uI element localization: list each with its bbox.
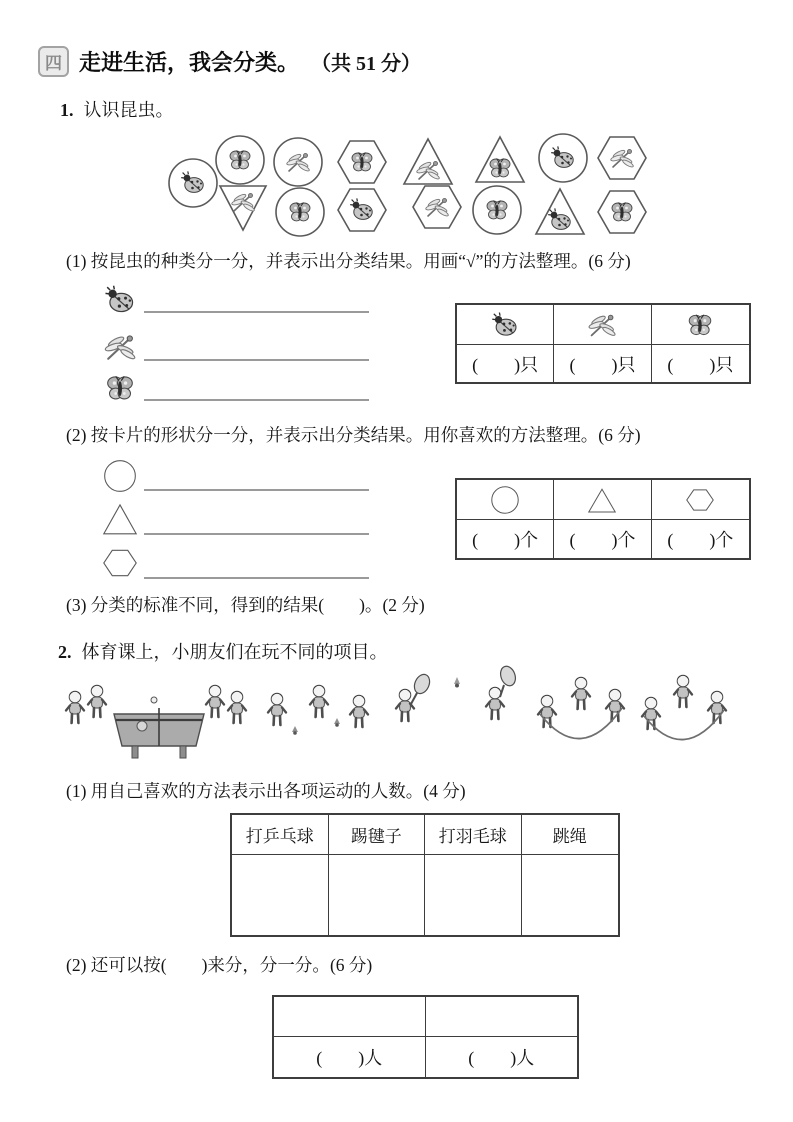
section-points: （共 51 分） xyxy=(311,53,422,75)
insect-cards xyxy=(160,128,680,244)
card-triangle-butterfly xyxy=(473,133,527,187)
answer-line xyxy=(144,399,369,401)
two-way-classify-table xyxy=(272,995,579,1079)
answer-row-ladybug xyxy=(100,284,369,316)
people-count-cell: ( )人 xyxy=(468,1048,535,1068)
dragonfly-icon xyxy=(610,149,634,168)
q2-part1-prompt xyxy=(66,778,466,803)
card-triangle-down-dragonfly xyxy=(216,180,270,234)
count-cell: ( )只 xyxy=(667,354,734,375)
dragonfly-icon xyxy=(587,310,617,340)
answer-row-butterfly xyxy=(100,372,369,404)
card-hexagon-butterfly xyxy=(595,185,649,239)
butterfly-icon xyxy=(104,372,136,404)
count-cell: ( )个 xyxy=(667,530,734,550)
ping-pong-group xyxy=(66,685,246,758)
ladybug-icon xyxy=(551,146,573,167)
count-cell: ( )个 xyxy=(554,520,651,558)
dragonfly-icon xyxy=(231,193,255,212)
q1-part2-prompt xyxy=(66,422,641,447)
butterfly-icon xyxy=(490,159,510,177)
butterfly-icon xyxy=(352,153,372,171)
q2-part2-prompt xyxy=(66,952,372,977)
hexagon-icon xyxy=(101,544,139,582)
section-header xyxy=(38,46,421,77)
empty-answer-cell xyxy=(232,855,329,935)
table-header-hexagon xyxy=(652,480,749,520)
section-number-badge: 四 xyxy=(38,46,69,77)
answer-row-hexagon xyxy=(100,544,369,582)
jump-rope-group-2 xyxy=(642,675,726,739)
question-2-text: 体育课上，小朋友们在玩不同的项目。 xyxy=(81,642,388,662)
table-header-circle xyxy=(457,480,554,520)
table-header-triangle xyxy=(554,480,651,520)
butterfly-icon xyxy=(290,203,310,221)
shuttlecock-group xyxy=(268,685,368,735)
card-circle-butterfly xyxy=(470,183,524,237)
butterfly-icon xyxy=(487,201,507,219)
triangle-icon xyxy=(101,500,139,538)
ladybug-icon xyxy=(548,208,570,229)
circle-icon xyxy=(102,458,138,494)
empty-answer-cell xyxy=(425,855,522,935)
q1-part3-points: (2 分) xyxy=(382,595,425,615)
dragonfly-icon xyxy=(103,330,137,364)
count-cell: ( )只 xyxy=(457,345,554,382)
q1-part2-text: 按卡片的形状分一分，并表示出分类结果。用你喜欢的方法整理。 xyxy=(90,425,599,445)
q2-part2-label: (2) xyxy=(66,955,87,975)
empty-answer-cell xyxy=(426,997,578,1037)
q2-part2-points: (6 分) xyxy=(329,955,373,975)
ladybug-icon xyxy=(491,311,519,339)
hexagon-icon xyxy=(683,483,717,517)
count-cell: ( )个 xyxy=(457,520,554,558)
insect-answer-rows xyxy=(100,284,400,404)
ladybug-icon xyxy=(104,284,136,316)
card-hexagon-dragonfly xyxy=(410,180,464,234)
answer-row-triangle xyxy=(100,500,369,538)
card-circle-butterfly xyxy=(273,185,327,239)
answer-line xyxy=(144,311,369,313)
question-1-text: 认识昆虫。 xyxy=(83,100,174,120)
table-header-butterfly xyxy=(652,305,749,345)
shape-count-table xyxy=(455,478,751,560)
people-count-cell: ( )人 xyxy=(274,1037,426,1077)
answer-line xyxy=(144,359,369,361)
sports-header-shuttlecock: 踢毽子 xyxy=(329,815,426,855)
sports-header-pingpong: 打乒乓球 xyxy=(232,815,329,855)
empty-answer-cell xyxy=(274,997,426,1037)
q1-part2-label: (2) xyxy=(66,425,87,445)
ladybug-icon xyxy=(350,198,372,219)
q2-part1-points: (4 分) xyxy=(423,781,466,801)
answer-line xyxy=(144,489,369,491)
sports-count-table xyxy=(230,813,620,937)
empty-answer-cell xyxy=(522,855,619,935)
badminton-group xyxy=(396,664,518,721)
table-header-dragonfly xyxy=(554,305,651,345)
q1-part3-label: (3) xyxy=(66,595,87,615)
card-circle-ladybug xyxy=(166,156,220,210)
answer-row-circle xyxy=(100,458,369,494)
q1-part2-points: (6 分) xyxy=(598,425,641,445)
ladybug-icon xyxy=(181,171,203,192)
q1-part1-points: (6 分) xyxy=(588,251,631,271)
pe-class-illustration xyxy=(56,662,740,766)
count-cell: ( )只 xyxy=(554,345,651,382)
q2-part2-text: 还可以按( )来分，分一分。 xyxy=(90,955,330,975)
card-triangle-ladybug xyxy=(533,185,587,239)
question-2 xyxy=(58,638,388,664)
dragonfly-icon xyxy=(286,153,310,172)
q1-part1-text: 按昆虫的种类分一分，并表示出分类结果。用画“√”的方法整理。 xyxy=(90,251,589,271)
sports-header-jumprope: 跳绳 xyxy=(522,815,619,855)
q2-part1-text: 用自己喜欢的方法表示出各项运动的人数。 xyxy=(90,781,424,801)
q1-part1-prompt xyxy=(66,248,631,273)
question-1 xyxy=(60,96,174,122)
question-2-number: 2. xyxy=(58,642,72,662)
card-circle-dragonfly xyxy=(271,135,325,189)
dragonfly-icon xyxy=(416,161,440,180)
answer-line xyxy=(144,577,369,579)
q1-part3-prompt xyxy=(66,592,425,617)
q2-part1-label: (1) xyxy=(66,781,87,801)
triangle-icon xyxy=(585,483,619,517)
butterfly-icon xyxy=(686,311,714,339)
circle-icon xyxy=(488,483,522,517)
table-header-ladybug xyxy=(457,305,554,345)
card-hexagon-butterfly xyxy=(335,135,389,189)
insect-count-table xyxy=(455,303,751,384)
answer-row-dragonfly xyxy=(100,330,369,364)
empty-answer-cell xyxy=(329,855,426,935)
q1-part1-label: (1) xyxy=(66,251,87,271)
dragonfly-icon xyxy=(425,198,449,217)
card-hexagon-dragonfly xyxy=(595,131,649,185)
butterfly-icon xyxy=(230,151,250,169)
butterfly-icon xyxy=(612,203,632,221)
sports-header-badminton: 打羽毛球 xyxy=(425,815,522,855)
card-hexagon-ladybug xyxy=(335,183,389,237)
card-circle-butterfly xyxy=(213,133,267,187)
shape-answer-rows xyxy=(100,458,400,584)
card-circle-ladybug xyxy=(536,131,590,185)
jump-rope-group-1 xyxy=(538,677,624,738)
section-title: 走进生活，我会分类。 xyxy=(79,50,300,75)
answer-line xyxy=(144,533,369,535)
question-1-number: 1. xyxy=(60,100,74,120)
q1-part3-text: 分类的标准不同，得到的结果( )。 xyxy=(90,595,383,615)
